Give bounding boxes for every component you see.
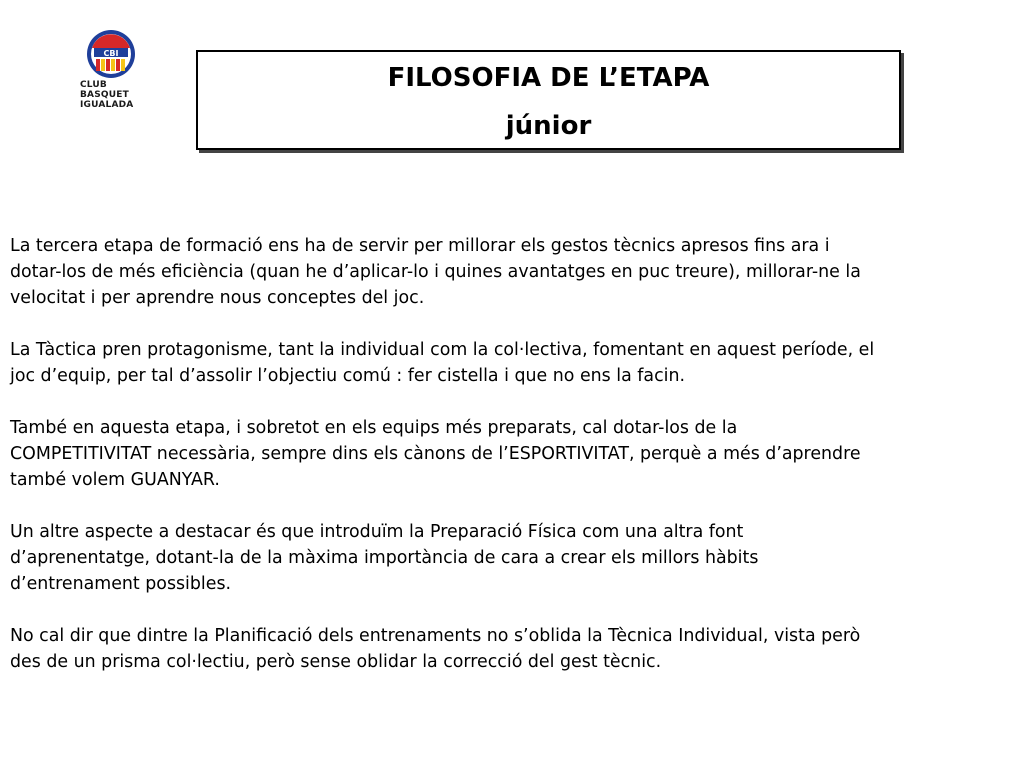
logo-text-line: CLUB [80,80,107,90]
title-box [196,50,901,150]
page-title: FILOSOFIA DE L’ETAPA [387,63,710,93]
body-text [10,233,1010,701]
paragraph [10,519,1010,597]
club-logo-text [80,80,160,110]
paragraph [10,415,1010,493]
text-line: També en aquesta etapa, i sobretot en els equips més preparats, cal dotar-los de la [10,418,738,438]
logo-stripe [96,59,100,71]
text-line: dotar-los de més eficiència (quan he d’aplicar-lo i quines avantatges en puc treure), millorar-ne la [10,262,861,282]
text-line: també volem GUANYAR. [10,470,220,490]
paragraph [10,337,1010,389]
text-line: d’aprenentatge, dotant-la de la màxima importància de cara a crear els millors hàbits [10,548,759,568]
paragraph [10,233,1010,311]
text-line: Un altre aspecte a destacar és que introduïm la Preparació Física com una altra font [10,522,744,542]
club-basquet-igualada-logo-icon [78,26,148,82]
paragraph [10,623,1010,675]
logo-stripe [101,59,105,71]
text-line: La tercera etapa de formació ens ha de servir per millorar els gestos tècnics apresos fins ara i [10,236,830,256]
text-line: d’entrenament possibles. [10,574,232,594]
logo-stripe [116,59,120,71]
logo-text-line: IGUALADA [80,100,134,110]
text-line: No cal dir que dintre la Planificació dels entrenaments no s’oblida la Tècnica Individual, vista però [10,626,861,646]
text-line: velocitat i per aprendre nous conceptes del joc. [10,288,425,308]
text-line: joc d’equip, per tal d’assolir l’objectiu comú : fer cistella i que no ens la facin. [10,366,686,386]
page-subtitle: júnior [505,111,592,141]
text-line: La Tàctica pren protagonisme, tant la individual com la col·lectiva, fomentant en aquest període, el [10,340,875,360]
text-line: COMPETITIVITAT necessària, sempre dins els cànons de l’ESPORTIVITAT, perquè a més d’aprendre [10,444,861,464]
text-line: des de un prisma col·lectiu, però sense oblidar la correcció del gest tècnic. [10,652,662,672]
logo-text-line: BASQUET [80,90,129,100]
logo-stripe [121,59,125,71]
logo-monogram: CBI [103,49,119,58]
logo-stripe [106,59,110,71]
logo-stripe [111,59,115,71]
